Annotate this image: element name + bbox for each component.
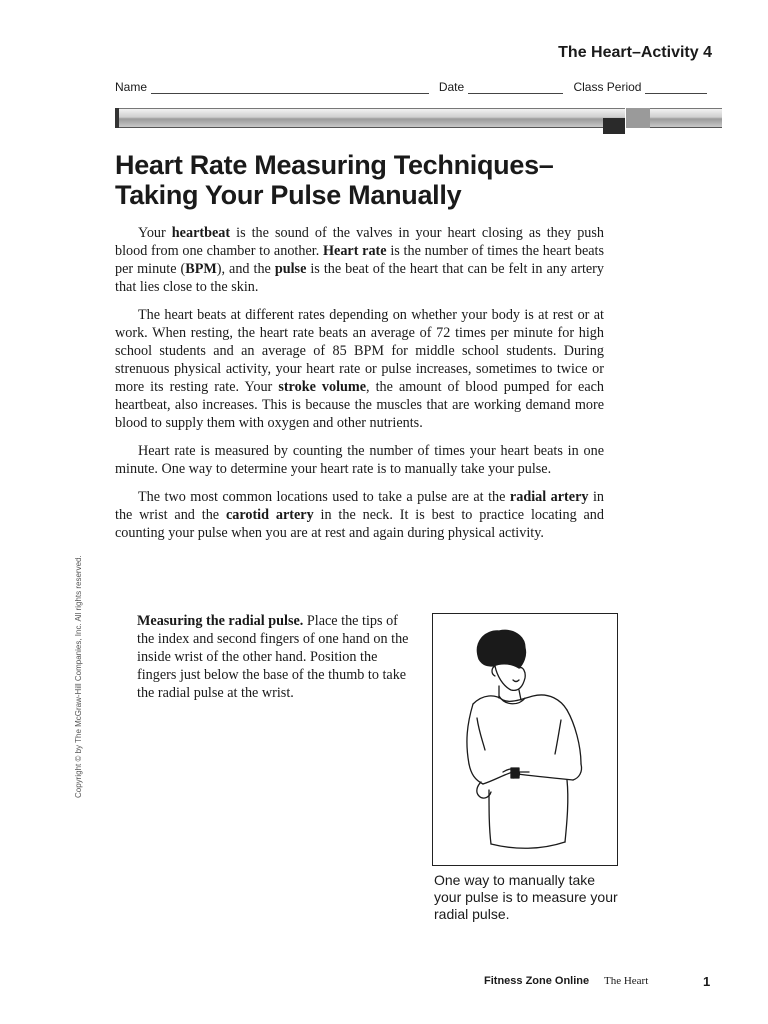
title-line-2: Taking Your Pulse Manually: [115, 180, 462, 210]
paragraph-measuring: Heart rate is measured by counting the number of times your heart beats in one minute. One way to determine your heart rate is to manually take your pulse.: [115, 443, 604, 477]
copyright-notice: Copyright © by The McGraw-Hill Companies, Inc. All rights reserved.: [74, 555, 83, 798]
class-period-field[interactable]: [645, 82, 707, 94]
student-info-row: [115, 80, 707, 94]
class-period-label: Class Period: [573, 80, 642, 94]
title-line-1: Heart Rate Measuring Techniques–: [115, 150, 554, 180]
figure-caption: One way to manually take your pulse is to measure your radial pulse.: [434, 872, 618, 922]
name-label: Name: [115, 80, 148, 94]
paragraph-heart-rates: The heart beats at different rates depending on whether your body is at rest or at work. When resting, the heart rate beats an average of 72 times per minute for high school students and an average of 85 BPM for middle school students. During strenuous physical activity, your heart rate or pulse increases, sometimes to twice or more its resting rate. Your stroke volume, the amount of blood pumped for each heartbeat, also increases. This is because the muscles that are working demand more blood to supply them with oxygen and other nutrients.: [115, 307, 605, 431]
date-field[interactable]: [468, 82, 563, 94]
date-label: Date: [438, 80, 465, 94]
page-number: 1: [703, 974, 711, 989]
radial-heading: Measuring the radial pulse.: [137, 613, 304, 629]
paragraph-heartbeat: Your heartbeat is the sound of the valves in your heart closing as they push blood from one chamber to another. Heart rate is the number of times the heart beats per minute (BPM), and the pulse is the beat of the heart that can be felt in any artery that lies close to the skin.: [115, 225, 605, 295]
radial-pulse-instructions: [137, 612, 417, 702]
radial-text: Place the tips of the index and second fingers of one hand on the inside wrist of the other hand. Position the fingers just below the base of the thumb to take the radial pulse at the wrist.: [137, 613, 409, 701]
activity-label: The Heart–Activity 4: [558, 44, 712, 61]
name-field[interactable]: [151, 82, 429, 94]
pulse-illustration: [432, 613, 618, 866]
decorative-banner: [115, 108, 722, 130]
person-checking-pulse-icon: [433, 614, 617, 865]
paragraph-locations: The two most common locations used to take a pulse are at the radial artery in the wrist and the carotid artery in the neck. It is best to practice locating and counting your pulse when you are at rest and again during physical activity.: [115, 489, 605, 541]
page-title: [115, 150, 635, 210]
footer-section: The Heart: [604, 975, 649, 987]
footer-site: Fitness Zone Online: [484, 975, 590, 987]
intro-text: [115, 224, 604, 552]
